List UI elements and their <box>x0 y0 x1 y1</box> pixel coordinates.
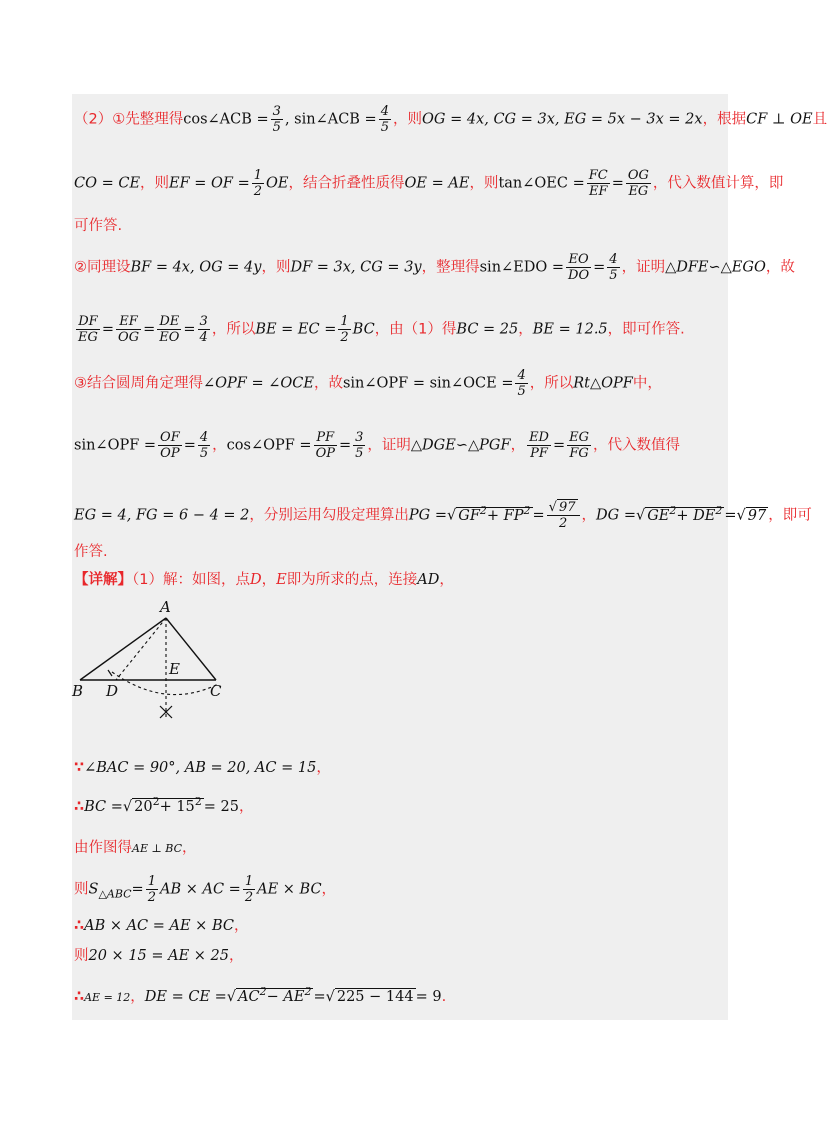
label-e: E <box>169 660 180 678</box>
text: ，则 <box>392 111 422 128</box>
label-d: D <box>106 682 119 700</box>
text: （2）①先整理得 <box>74 111 184 128</box>
math: , sin∠ACB = <box>284 111 377 128</box>
construction-line: 由作图得AE ⊥ BC， <box>74 840 197 856</box>
text: 且 <box>812 111 827 128</box>
math: OG = 4x, CG = 3x, EG = 5x − 3x = 2x <box>421 111 703 128</box>
label-c: C <box>210 682 222 700</box>
product-line: ∴AB × AC = AE × BC， <box>74 918 249 934</box>
text: ，根据 <box>702 111 747 128</box>
solution-line-3: 可作答. <box>74 218 123 234</box>
solution-line-6: ③结合圆周角定理得∠OPF = ∠OCE，故sin∠OPF = sin∠OCE = $\frac{4}{5}$ ，所以Rt△OPF中， <box>74 368 662 399</box>
detail-header-line: 【详解】（1）解：如图，点D，E即为所求的点，连接AD， <box>74 572 454 588</box>
solution-line-9: 作答. <box>74 544 108 560</box>
given-line: ∵∠BAC = 90°, AB = 20, AC = 15， <box>74 760 331 776</box>
result-line: ∴AE = 12，DE = CE =√ $AC^2- AE^2$ =√ 225 − 144 = 9. <box>74 985 447 1005</box>
fraction: $\frac{4}{5}$ <box>380 104 389 135</box>
solution-line-1 <box>74 104 827 135</box>
solution-line-4: ②同理设BF = 4x, OG = 4y，则DF = 3x, CG = 3y，整理得sin∠EDO = $\frac{EO}{DO}$ = $\frac{4}{5}$ ，证明△DFE∽△EGO，故 <box>74 252 795 283</box>
solution-line-2: CO = CE，则EF = OF = $\frac{1}{2}$ OE，结合折叠性质得OE = AE，则tan∠OEC = $\frac{FC}{EF}$ = $\frac{OG}{EG}$ ，代入数值计算，即 <box>74 168 784 199</box>
math: cos∠ACB = <box>183 111 269 128</box>
solution-line-7: sin∠OPF = $\frac{OF}{OP}$ = $\frac{4}{5}$ ，cos∠OPF = $\frac{PF}{OP}$ = $\frac{3}{5}$ ，证明△DGE∽△PGF， $\frac{ED}{PF}$ = $\frac{EG}{FG}$ ，代入数值得 <box>74 430 681 461</box>
substitute-line: 则20 × 15 = AE × 25， <box>74 948 244 964</box>
math: CF ⊥ OE <box>746 111 813 128</box>
label-a: A <box>160 598 171 616</box>
triangle-construction-figure <box>72 598 252 738</box>
solution-line-5: $\frac{DF}{EG}$ = $\frac{EF}{OG}$ = $\frac{DE}{EO}$ = $\frac{3}{4}$ ，所以BE = EC = $\frac{1}{2}$ BC，由（1）得BC = 25，BE = 12.5，即可作答. <box>78 314 685 345</box>
bc-line: ∴BC =√ $20^2+ 15^2 = 25$， <box>74 795 254 815</box>
label-b: B <box>72 682 84 700</box>
fraction: $\frac{3}{5}$ <box>272 104 281 135</box>
solution-line-8: EG = 4, FG = 6 − 4 = 2，分别运用勾股定理算出PG =√ $GF^2+ FP^2$ = $\frac{√ 97}{2}$ ，DG =√ $GE^2+ DE^2$ =√ 97 ，即可 <box>74 500 812 531</box>
area-line: 则$S_{\triangle ABC}=$ $\frac{1}{2}$ AB × AC = $\frac{1}{2}$ AE × BC， <box>74 874 337 905</box>
